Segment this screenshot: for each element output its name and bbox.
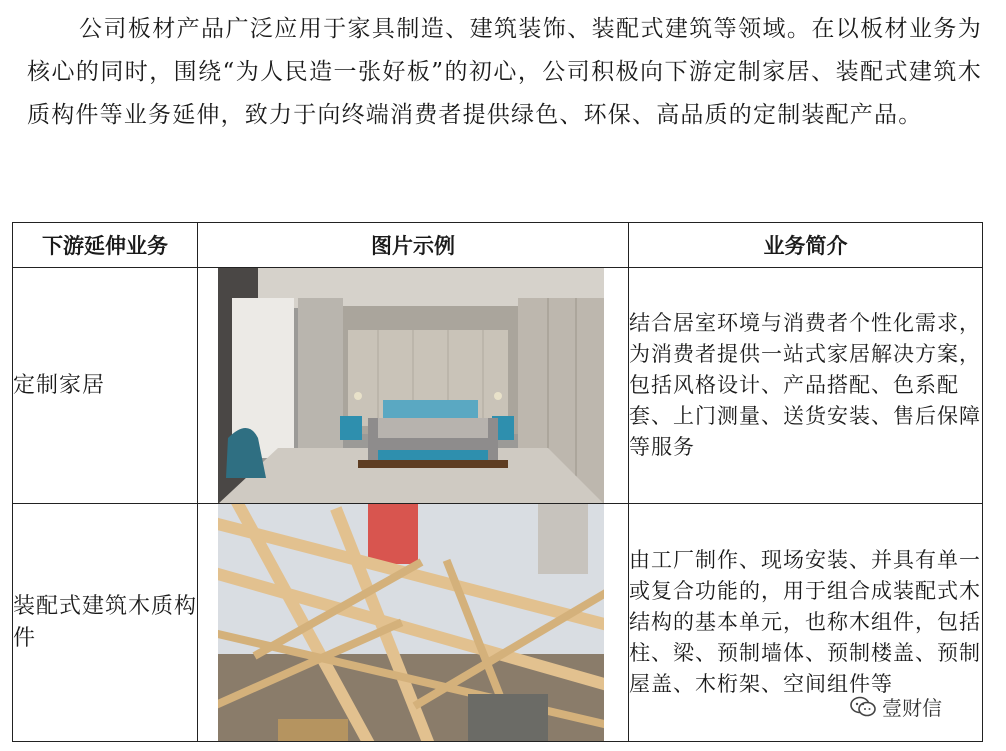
- watermark-text: 壹财信: [882, 696, 942, 720]
- watermark: [850, 692, 942, 721]
- bedroom-photo-cell: [198, 268, 629, 504]
- business-description-custom-home: 结合居室环境与消费者个性化需求，为消费者提供一站式家居解决方案，包括风格设计、产品搭配、色系配套、上门测量、送货安装、售后保障等服务: [629, 268, 983, 504]
- table-row: [13, 504, 983, 742]
- intro-paragraph: 公司板材产品广泛应用于家具制造、建筑装饰、装配式建筑等领域。在以板材业务为核心的同时，围绕“为人民造一张好板”的初心，公司积极向下游定制家居、装配式建筑木质构件等业务延伸，致力于向终端消费者提供绿色、环保、高品质的定制装配产品。: [27, 16, 982, 128]
- timber-truss-photo-cell: [198, 504, 629, 742]
- header-description: 业务简介: [629, 223, 983, 268]
- business-description-prefab-wood: 由工厂制作、现场安装、并具有单一或复合功能的，用于组合成装配式木结构的基本单元，也称木组件，包括柱、梁、预制墙体、预制楼盖、预制屋盖、木桁架、空间组件等: [629, 504, 983, 742]
- business-name-custom-home: 定制家居: [13, 268, 198, 504]
- wechat-icon: [850, 696, 876, 718]
- header-image-example: 图片示例: [198, 223, 629, 268]
- header-business: 下游延伸业务: [13, 223, 198, 268]
- business-table: [12, 222, 983, 742]
- business-name-prefab-wood: 装配式建筑木质构件: [13, 504, 198, 742]
- timber-truss-photo: [218, 504, 604, 742]
- table-row: [13, 268, 983, 504]
- bedroom-photo: [218, 268, 604, 504]
- table-header-row: [13, 223, 983, 268]
